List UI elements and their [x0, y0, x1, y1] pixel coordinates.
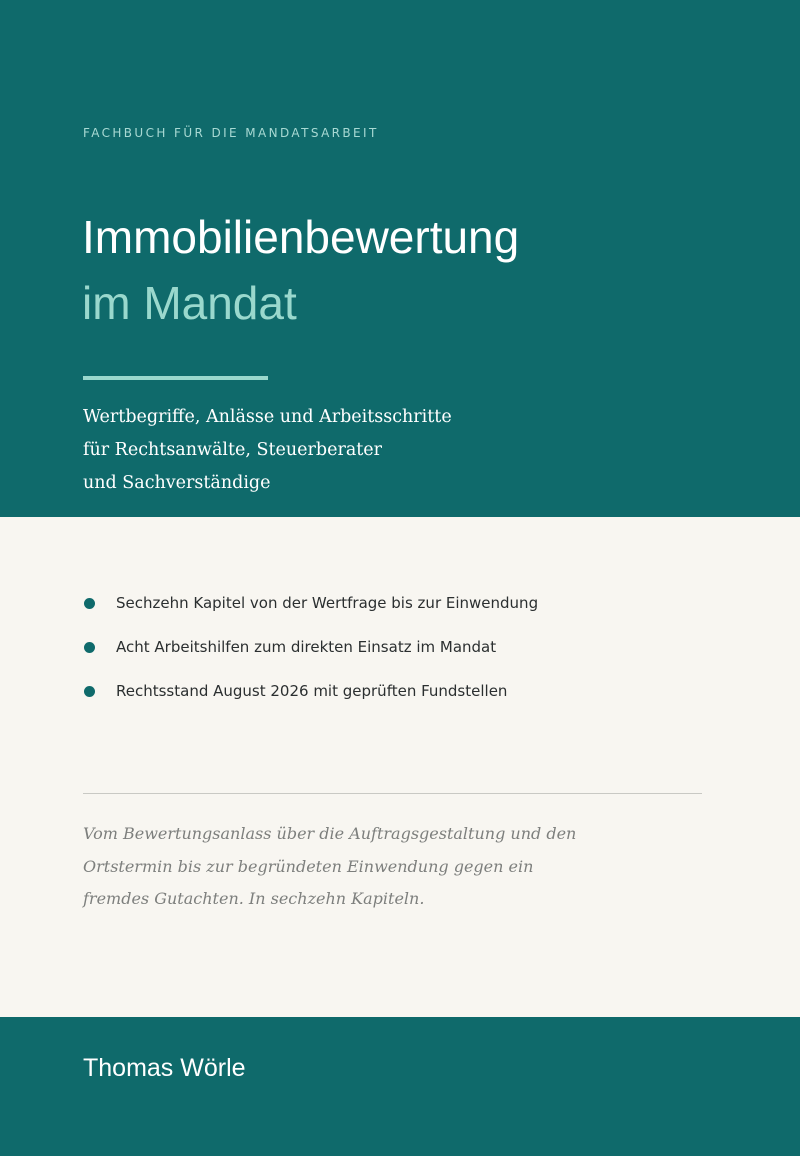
- book-title-accent: im Mandat: [82, 277, 297, 329]
- author-name: Thomas Wörle: [83, 1054, 246, 1082]
- series-eyebrow: FACHBUCH FÜR DIE MANDATSARBEIT: [83, 126, 379, 140]
- subtitle-line: und Sachverständige: [83, 473, 271, 493]
- blurb-line: Vom Bewertungsanlass über die Auftragsgestaltung und den: [83, 824, 577, 843]
- section-divider: [83, 793, 702, 794]
- accent-rule: [83, 376, 268, 380]
- blurb-line: Ortstermin bis zur begründeten Einwendung gegen ein: [83, 856, 534, 876]
- book-subtitle: [83, 401, 723, 500]
- bullet-dot-icon: [84, 598, 95, 609]
- bullet-dot-icon: [84, 686, 95, 697]
- feature-text: Acht Arbeitshilfen zum direkten Einsatz im Mandat: [116, 638, 497, 656]
- feature-item: [84, 632, 538, 676]
- feature-text: Rechtsstand August 2026 mit geprüften Fundstellen: [116, 682, 508, 700]
- feature-list: [84, 588, 538, 720]
- cover-bottom-band: [0, 1017, 800, 1156]
- blurb-line: fremdes Gutachten. In sechzehn Kapiteln.: [83, 889, 425, 908]
- cover-blurb: [83, 818, 723, 916]
- cover-top-band: [0, 0, 800, 517]
- feature-text: Sechzehn Kapitel von der Wertfrage bis zur Einwendung: [116, 594, 539, 612]
- feature-item: [84, 676, 538, 720]
- book-title: Immobilienbewertung: [82, 211, 520, 263]
- bullet-dot-icon: [84, 642, 95, 653]
- subtitle-line: Wertbegriffe, Anlässe und Arbeitsschritte: [83, 407, 452, 427]
- feature-item: [84, 588, 538, 632]
- subtitle-line: für Rechtsanwälte, Steuerberater: [83, 440, 383, 460]
